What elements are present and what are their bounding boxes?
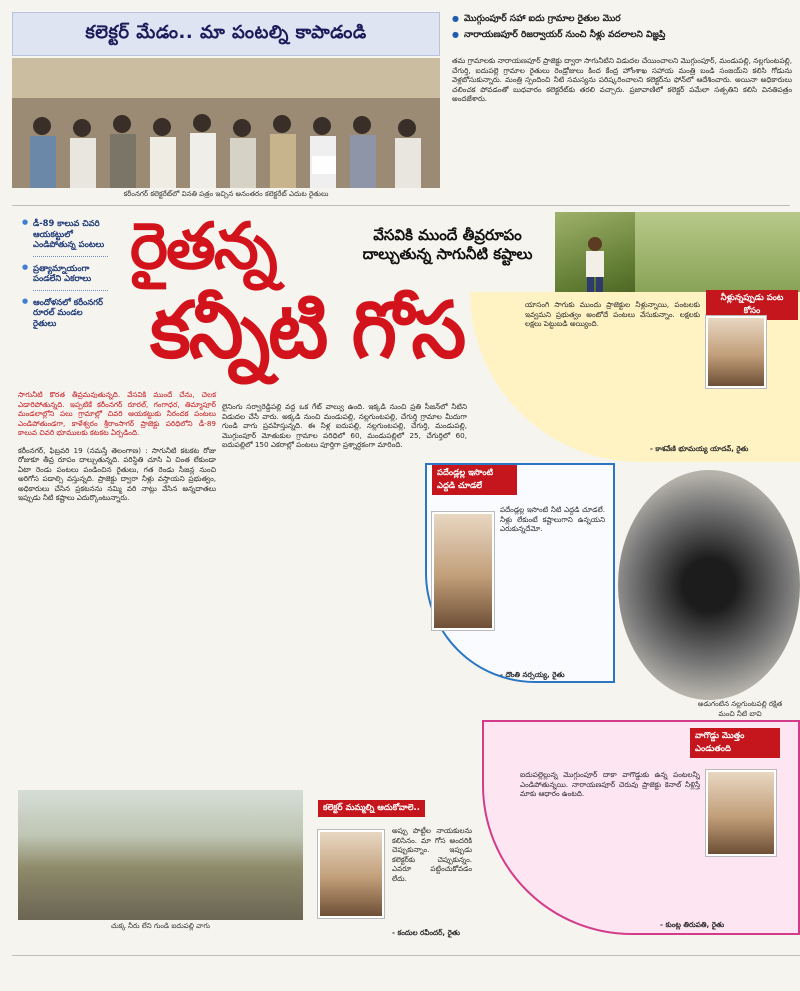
- left-highlights: [22, 218, 108, 334]
- top-photo-caption: కరీంనగర్‌ కలెక్టరేట్‌లో వినతి పత్రం ఇచ్చిన అనంతరం కలెక్టరేట్‌ ఎదుట రైతులు: [123, 190, 329, 198]
- well-caption: అడుగంటిన నల్లగుంటపల్లి రక్షిత మంచి నీటి బావి: [697, 700, 783, 718]
- masthead-subhead: వేసవికి ముందే తీవ్రరూపం దాల్చుతున్న సాగునీటి కష్టాలు: [362, 226, 533, 264]
- farmers-group-image: [12, 58, 440, 188]
- callout-4-title-wrap: [318, 800, 425, 817]
- article-column-2: లైనింగు సర్వారెడ్డిపల్లి వద్ద ఒక గేట్‌ వాల్వు ఉంది. ఇక్కడి నుంచి ప్రతి సీజన్‌లో నీటిని విడుదల చేసే వారు. అక్కడి నుంచి మండుపల్లి, నల్లగుంటపల్లి, చేగుర్తి గ్రామాల మీదుగా గుండి వాగు ప్రవహిస్తున్నది. ఈ నీళ్ల ఐదుపల్లి, నల్లగుంటపల్లి, చేగుర్తి, మండుపల్లి, మొగ్గుంపూర్‌ మోతుకుల గ్రామాల పరిధిలో 60, మండుపల్లిలో 25, చేగుర్తిలో 60, ఐదుపల్లిలో 150 ఎకరాల్లో పంటలు పూర్తిగా ప్రశ్నార్థకంగా మారింది.: [222, 402, 467, 449]
- top-headline: కలెక్టర్‌ మేడం.. మా పంటల్ని కాపాడండి: [85, 21, 367, 43]
- top-headline-box: [12, 12, 440, 56]
- callout-2-title: పదేండ్లల్ల ఇసొంటి ఎద్దడి చూడలే: [432, 465, 517, 495]
- callout-4-title: కలెక్టర్‌ మమ్మల్ని ఆదుకోవాలె..: [318, 800, 425, 817]
- masthead-line-1: రైతన్న: [130, 209, 276, 284]
- callout-4-attribution: - కందుల రవీందర్‌, రైతు: [392, 928, 460, 937]
- canal-caption: చుక్క నీరు లేని గుండి ఐదుపల్లి వాగు: [111, 922, 210, 930]
- highlight-divider: [33, 290, 108, 291]
- dry-well-image: [618, 470, 800, 700]
- callout-1-attribution: - కాశవేణి భూమయ్య యాదవ్‌, రైతు: [650, 445, 749, 453]
- highlight-item: ● డీ-89 కాలువ చివరి ఆయకట్టులో ఎండిపోతున్న పంటలు: [22, 218, 108, 250]
- top-bullet: ● నారాయణపూర్‌ రిజర్వాయర్‌ నుంచి నీళ్లు వదలాలని విజ్ఞప్తి: [452, 30, 792, 42]
- article-column-1: [18, 390, 216, 736]
- top-bullet: ● మొగ్గుంపూర్‌ సహా ఐదు గ్రామాల రైతుల మొర: [452, 14, 792, 26]
- callout-1-title: నీళ్లున్నప్పుడు పంట కోసం: [706, 290, 798, 320]
- top-group-photo: [12, 58, 440, 188]
- highlight-divider: [33, 256, 108, 257]
- farmer-portrait-4: [318, 830, 384, 918]
- farmer-portrait-1: [706, 316, 766, 388]
- callout-2-body: పదేండ్లల్ల ఇసొంటి నీటి ఎద్దడి చూడలే. నీళ్లు లేకుంటే కష్టాలుగాని ఉన్నయని ఎరుకున్నదేమో.: [500, 505, 605, 533]
- highlight-item: ● ఆందోళనలో కరీంనగర్‌ రూరల్‌ మండల రైతులు: [22, 297, 108, 329]
- lead-paragraph: సాగునీటి కొరత తీవ్రమవుతున్నది. వేసవికి ముందే చేను, చెలక ఎడారిపోతున్నది. ఇప్పటికే కరీంనగర్‌ రూరల్‌, గంగాధర, తిమ్మాపూర్‌ మండలాల్లోని పలు గ్రామాల్లో చివరి ఆయకట్టుకు నీరందక పంటలు ఎండిపోతుండగా, కాళేశ్వరం శ్రీరాంసాగర్‌ ప్రాజెక్టు పరిధిలోని డీ-89 కాలువ చివరి భూములకు కటకట ఏర్పడింది.: [18, 390, 216, 437]
- dateline-paragraph: కరీంనగర్‌, ఫిబ్రవరి 19 (నమస్తే తెలంగాణ) : సాగునీటి కటకట రోజు రోజుకూ తీవ్ర రూపం దాల్చుతున్నది. పరిస్థితి చూసి ఏ చింత లేకుండా ఏటా రెండు పంటలు పండించిన రైతులు, గత రెండు సీజన్ల నుంచి అరిగోస పడాల్సి వస్తున్నది. ప్రాజెక్టు ద్వారా నీళ్లు వస్తాయని ప్రభుత్వం, అధికారులు చేసిన ప్రకటనను నమ్మి వరి నాట్లు వేసిన అన్నదాతలు ఇప్పుడు నీటి కష్టాలు ఎదుర్కొంటున్నారు.: [18, 445, 216, 502]
- callout-3-body: ఐదుపల్లెల్లున్న మొగ్గుంపూర్‌ దాకా వాగొడ్డుకు ఉన్న పంటలన్నీ ఎండిపోతున్నయి. నారాయణపూర్‌ చెరువు ప్రాజెక్టు కెనాల్‌ నీళ్లిస్తే మాకు ఆధారం ఉంటది.: [520, 770, 700, 798]
- masthead-line-2: కన్నీటి గోస: [150, 285, 465, 376]
- callout-2-attribution: - దొంతి నర్సయ్య, రైతు: [500, 670, 565, 679]
- section-divider: [12, 205, 790, 206]
- paddy-field-image: [635, 212, 800, 292]
- bottom-divider: [12, 955, 800, 956]
- callout-1-body: యాసంగి సాగుకు ముందు ప్రాజెక్టుల నీళ్లున్నాయి, పంటలకు ఇవ్వమని ప్రభుత్వం అంటోదే పంటలు వేసుకున్నాం. లక్షలకు లక్షలు పెట్టుబడి అయ్యింది.: [525, 300, 700, 328]
- highlight-item: ● ప్రత్యామ్నాయంగా పండలేని ఎకరాలు: [22, 263, 108, 284]
- top-article-body: తమ గ్రామాలకు నారాయణపూర్‌ ప్రాజెక్టు ద్వారా సాగునీటిని విడుదల చేయించాలని మొగ్గుంపూర్‌, మండుపల్లి, నల్లగుంటపల్లి, చేగుర్తి, ఐదుపల్లె గ్రామాల రైతులు రెండ్రోజులు కింద కేంద్ర హోంశాఖ సహాయ మంత్రి బండి సంజయ్‌ని కలిసి గోడును వెళ్లబోసుకున్నారు. మంత్రి స్పందించి నీటి సమస్యను పరిష్కరించాలని కలెక్టర్‌ను ఫోన్‌లో ఆదేశించారు. అయినా అధికారులు చలించక పోవడంతో బుధవారం కలెక్టరేట్‌కు తరలి వచ్చారు. ప్రజావాణిలో కలెక్టర్‌ పమేలా సత్పతిని కలిసి వినతిపత్రం అందజేశారు.: [452, 56, 792, 103]
- callout-4-body: అప్పు పొట్టీల నాయకులను కలిసినం. మా గోస అందరికి చెప్పుకున్నాం. ఇప్పుడు కలెక్టర్‌కు చెప్పుకున్నం. ఎవరూ పట్టించుకోవడం లేదు.: [392, 826, 472, 883]
- callout-3-title: వాగొడ్డు మొత్తం ఎండుతంది: [690, 728, 780, 758]
- callout-3-title-wrap: [690, 728, 780, 758]
- farmer-portrait-3: [706, 770, 776, 856]
- dry-canal-image: [18, 790, 303, 920]
- callout-3-attribution: - కుంట్ల తిరుపతి, రైతు: [660, 920, 725, 929]
- top-bullets: [452, 14, 792, 46]
